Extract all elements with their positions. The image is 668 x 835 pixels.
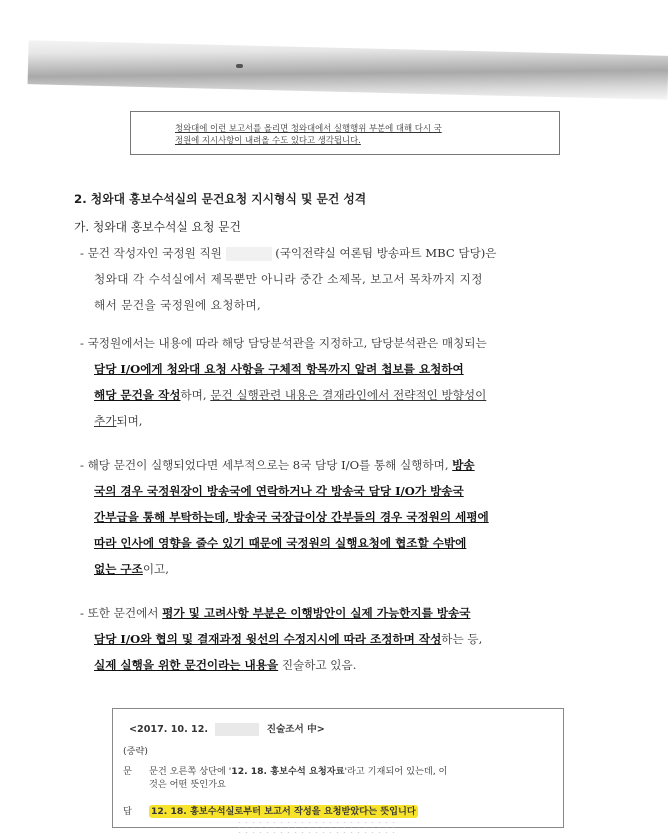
p1-text-a: - 문건 작성자인 국정원 직원	[80, 246, 222, 260]
p2-line-1: - 국정원에서는 내용에 따라 해당 담당분석관을 지정하고, 담당분석관은 매칭되는	[80, 336, 487, 350]
excerpt-heading	[129, 721, 325, 736]
p2-line-3c: 문건 실행관련 내용은 결재라인에서 전략적인 방향성이	[210, 388, 487, 402]
p4-line-1a: - 또한 문건에서	[80, 606, 163, 620]
question-text-a: 문건 오른쪽 상단에 '	[149, 766, 232, 777]
p2-line-3b: 하며,	[180, 388, 211, 402]
p3-line-5a: 없는 구조	[94, 562, 143, 576]
p1-line-2: 청와대 각 수석실에서 제목뿐만 아니라 중간 소제목, 보고서 목차까지 지정	[94, 272, 483, 286]
excerpt-omission: (중략)	[123, 746, 148, 757]
p4-line-3b: 진술하고 있음.	[278, 658, 357, 672]
section-title: 2. 청와대 홍보수석실의 문건요청 지시형식 및 문건 성격	[74, 192, 367, 206]
p3-line-5b: 이고,	[142, 562, 169, 576]
note-line-1: 청와대에 이런 보고서를 올리면 청와대에서 실행행위 부분에 대해 다시 국	[175, 123, 442, 133]
subsection-title: 가. 청와대 홍보수석실 요청 문건	[74, 220, 241, 234]
p2-line-3a: 해당 문건을 작성	[94, 388, 181, 402]
note-line-2: 정원에 지시사항이 내려올 수도 있다고 생각됩니다.	[175, 135, 361, 145]
p3-line-3: 간부급을 통해 부탁하는데, 방송국 국장급이상 간부들의 경우 국정원의 세평에	[94, 510, 489, 524]
question-text-2: 것은 어떤 뜻인가요	[149, 779, 226, 790]
answer-row	[123, 805, 418, 818]
p4-line-1b: 평가 및 고려사항 부분은 이행방안이 실제 가능한지를 방송국	[162, 606, 471, 620]
p2-line-2: 담당 I/O에게 청와대 요청 사항을 구체적 항목까지 알려 첩보를 요청하여	[94, 362, 464, 376]
callout-note-box	[130, 111, 560, 155]
p2-line-4b: 되며,	[116, 414, 143, 428]
answer-highlight: 12. 18. 홍보수석실로부터 보고서 작성을 요청받았다는 뜻입니다	[151, 806, 416, 817]
statement-excerpt-box	[112, 708, 564, 828]
p3-line-1b: 방송	[452, 458, 475, 472]
question-row	[123, 765, 549, 791]
p1-text-b: (국익전략실 여론팀 방송파트 MBC 담당)은	[275, 246, 497, 260]
scan-shadow-band	[28, 40, 668, 100]
p3-line-2: 국의 경우 국정원장이 방송국에 연락하거나 각 방송국 담당 I/O가 방송국	[94, 484, 464, 498]
p1-line-3: 해서 문건을 국정원에 요청하며,	[94, 298, 262, 312]
p4-line-2b: 하는 등,	[441, 632, 483, 646]
p4-line-2a: 담당 I/O와 협의 및 결재과정 윗선의 수정지시에 따라 조정하며 작성	[94, 632, 442, 646]
question-text-b: 12. 18. 홍보수석 요청자료	[231, 766, 345, 777]
p4-line-3a: 실제 실행을 위한 문건이라는 내용을	[94, 658, 279, 672]
excerpt-label: 진술조서 中>	[266, 724, 325, 735]
scan-artifact	[236, 64, 243, 68]
paragraph-2	[80, 330, 610, 434]
question-tag: 문	[123, 766, 132, 777]
redaction-block	[215, 723, 259, 736]
p2-line-4a: 추가	[94, 414, 117, 428]
paragraph-3	[80, 452, 610, 582]
paragraph-1	[80, 240, 610, 318]
redaction-block	[226, 247, 272, 261]
scan-noise	[236, 820, 396, 834]
p3-line-1a: - 해당 문건이 실행되었다면 세부적으로는 8국 담당 I/O를 통해 실행하며,	[80, 458, 453, 472]
p3-line-4: 따라 인사에 영향을 줄수 있기 때문에 국정원의 실행요청에 협조할 수밖에	[94, 536, 467, 550]
paragraph-4	[80, 600, 610, 678]
excerpt-date: <2017. 10. 12.	[129, 724, 209, 735]
answer-tag: 답	[123, 806, 132, 817]
question-text-c: '라고 기재되어 있는데, 이	[344, 766, 448, 777]
